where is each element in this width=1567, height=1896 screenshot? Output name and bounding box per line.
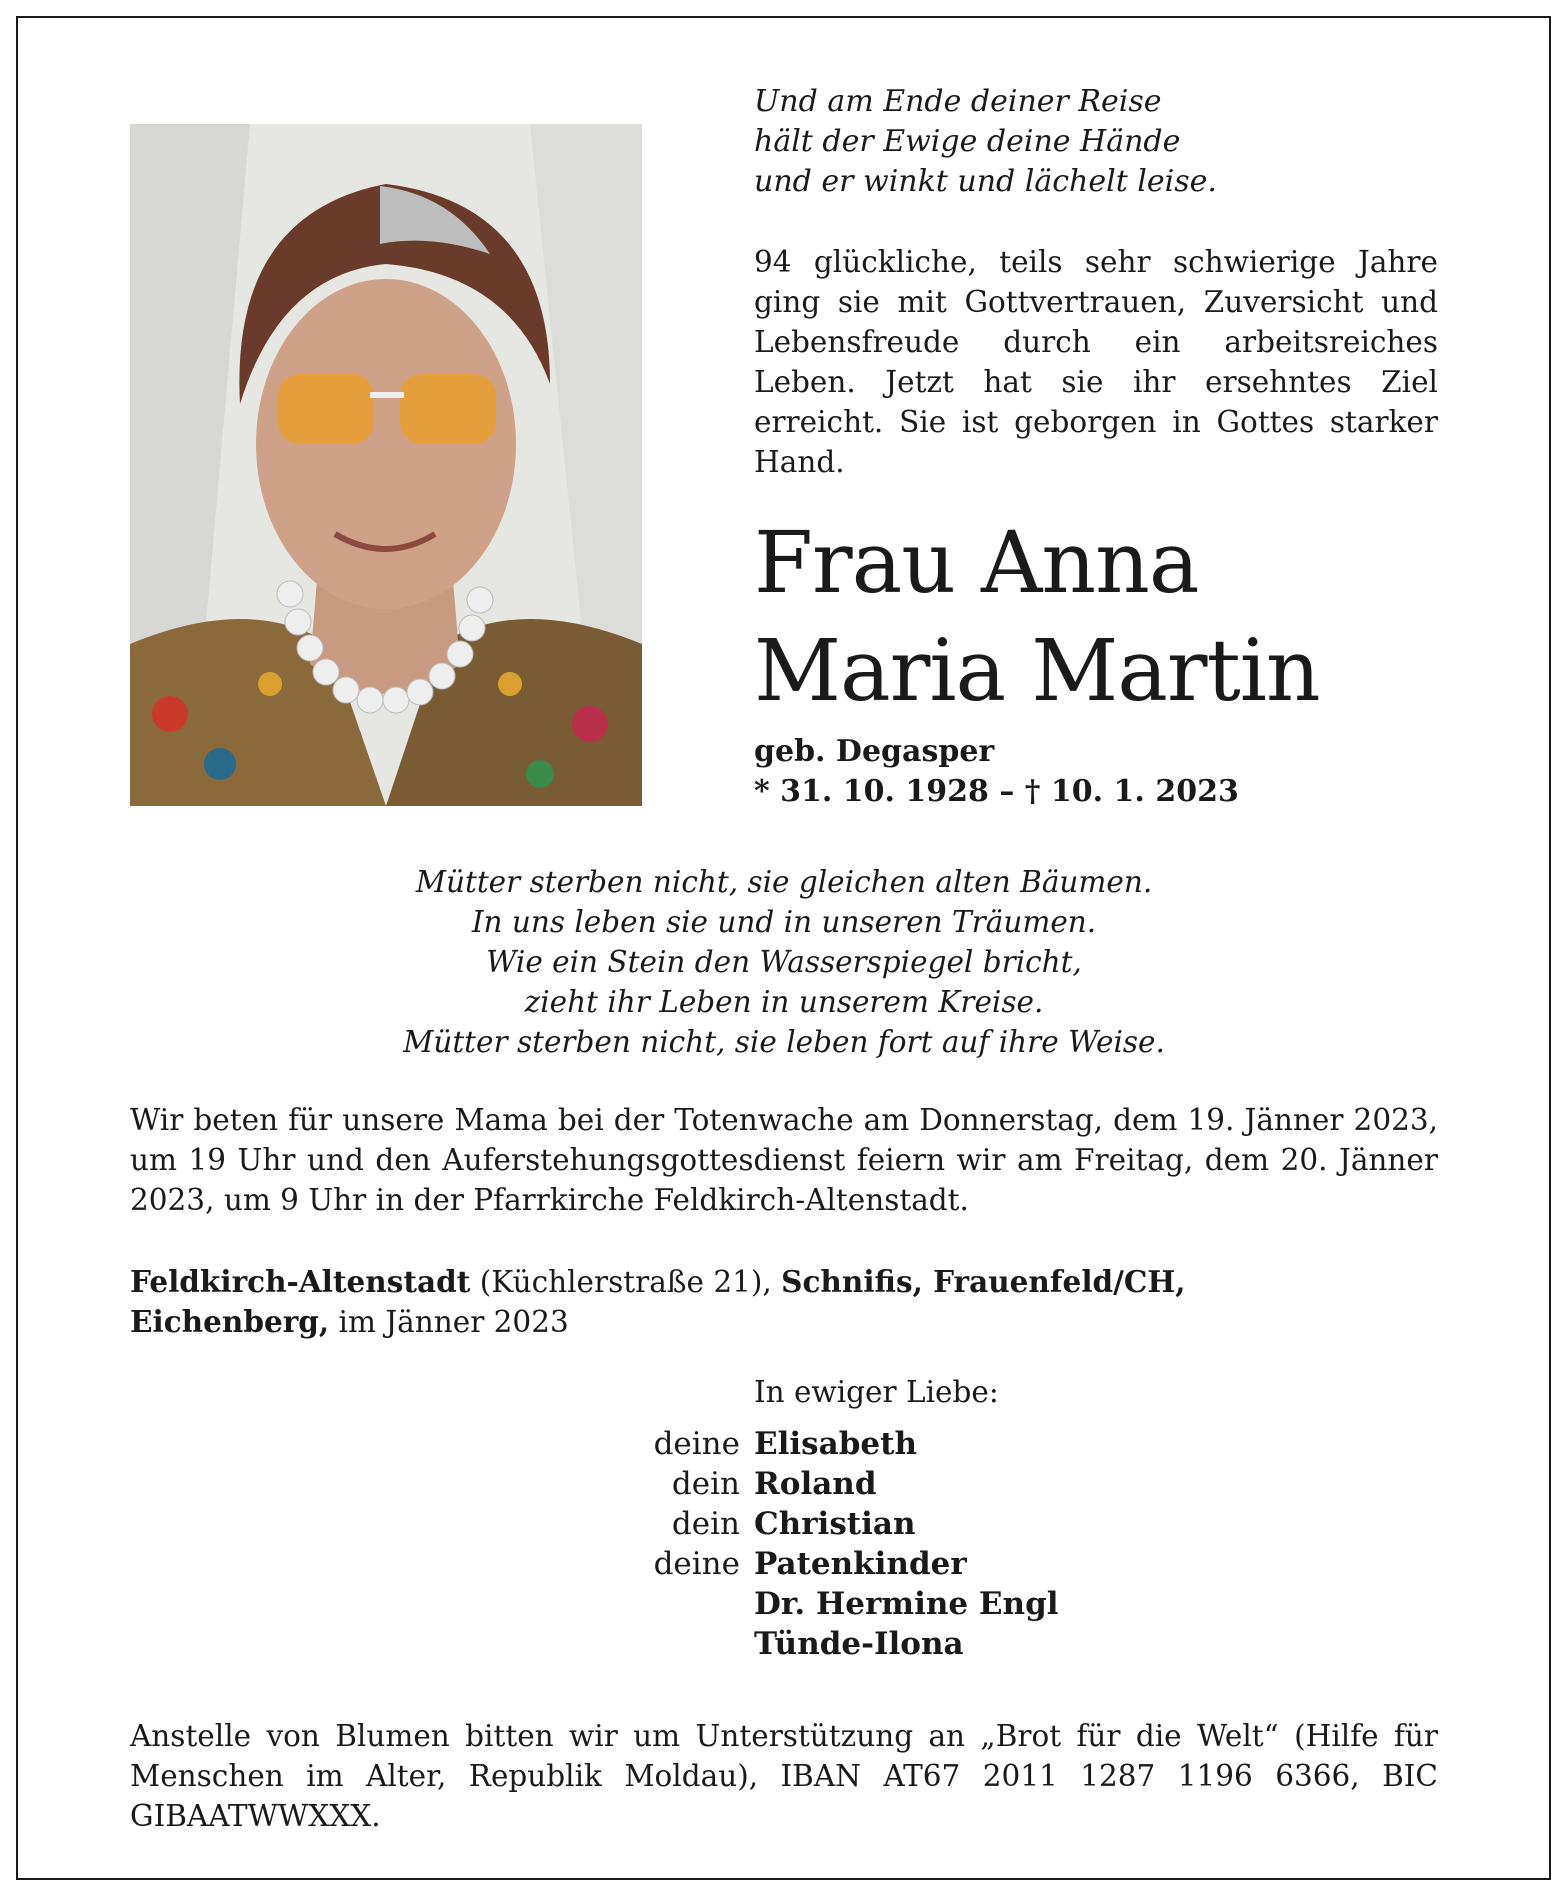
place-address: (Küchlerstraße 21),	[470, 1265, 782, 1299]
poem-line: zieht ihr Leben in unserem Kreise.	[524, 985, 1044, 1019]
deceased-name	[754, 510, 1474, 726]
mourner-name: Patenkinder	[754, 1546, 967, 1582]
poem-line: In uns leben sie und in unseren Träumen.	[471, 905, 1097, 939]
relation	[560, 1624, 754, 1664]
place-and-date	[130, 1262, 1438, 1342]
list-item	[560, 1504, 1260, 1544]
poem-line: Mütter sterben nicht, sie leben fort auf ihre Weise.	[403, 1025, 1165, 1059]
relation: deine	[653, 1546, 740, 1582]
poem-line: Mütter sterben nicht, sie gleichen alten Bäumen.	[415, 865, 1153, 899]
mourner-name: Tünde-Ilona	[754, 1626, 964, 1662]
birth-info	[754, 732, 1274, 812]
intro-paragraph: 94 glückliche, teils sehr schwierige Jahre ging sie mit Gottvertrauen, Zuversicht und Lebensfreude durch ein arbeitsreiches Leben. Jetzt hat sie ihr ersehntes Ziel erreicht. Sie ist geborgen in Gottes starker Hand.	[754, 245, 1438, 479]
relation: deine	[653, 1426, 740, 1462]
relation: dein	[671, 1466, 740, 1502]
poem-line: Wie ein Stein den Wasserspiegel bricht,	[486, 945, 1082, 979]
place-date: im Jänner 2023	[329, 1305, 569, 1339]
life-dates: * 31. 10. 1928 – † 10. 1. 2023	[754, 774, 1239, 809]
relation	[560, 1584, 754, 1624]
mourners-list	[560, 1424, 1260, 1664]
maiden-name: geb. Degasper	[754, 734, 995, 769]
opening-verse: Und am Ende deiner Reise hält der Ewige deine Hände und er winkt und lächelt leise.	[754, 84, 1217, 199]
mourners-heading: In ewiger Liebe:	[754, 1375, 999, 1409]
poem	[130, 862, 1438, 1062]
list-item	[560, 1424, 1260, 1464]
service-announcement: Wir beten für unsere Mama bei der Totenwache am Donnerstag, dem 19. Jänner 2023, um 19 Uhr und den Auferstehungsgottesdienst feiern wir am Freitag, dem 20. Jänner 2023, um 9 Uhr in der Pfarrkirche Feldkirch-Altenstadt.	[130, 1103, 1438, 1217]
list-item	[560, 1544, 1260, 1584]
relation: dein	[671, 1506, 740, 1542]
name-line-1: Frau Anna	[754, 514, 1199, 613]
mourner-name: Elisabeth	[754, 1426, 917, 1462]
list-item	[560, 1464, 1260, 1504]
portrait-photo	[130, 124, 642, 806]
list-item	[560, 1624, 1260, 1664]
mourner-name: Roland	[754, 1466, 877, 1502]
portrait-illustration	[130, 124, 642, 806]
place-town: Feldkirch-Altenstadt	[130, 1264, 471, 1299]
name-line-2: Maria Martin	[754, 622, 1320, 721]
place-others: Schnifis, Frauenfeld/CH,	[781, 1264, 1186, 1299]
donation-request: Anstelle von Blumen bitten wir um Unterstützung an „Brot für die Welt“ (Hilfe für Menschen im Alter, Republik Moldau), IBAN AT67 2011 1287 1196 6366, BIC GIBAATWWXXX.	[130, 1719, 1438, 1833]
mourner-name: Dr. Hermine Engl	[754, 1586, 1059, 1622]
list-item	[560, 1584, 1260, 1624]
place-others-2: Eichenberg,	[130, 1304, 330, 1339]
mourner-name: Christian	[754, 1506, 916, 1542]
